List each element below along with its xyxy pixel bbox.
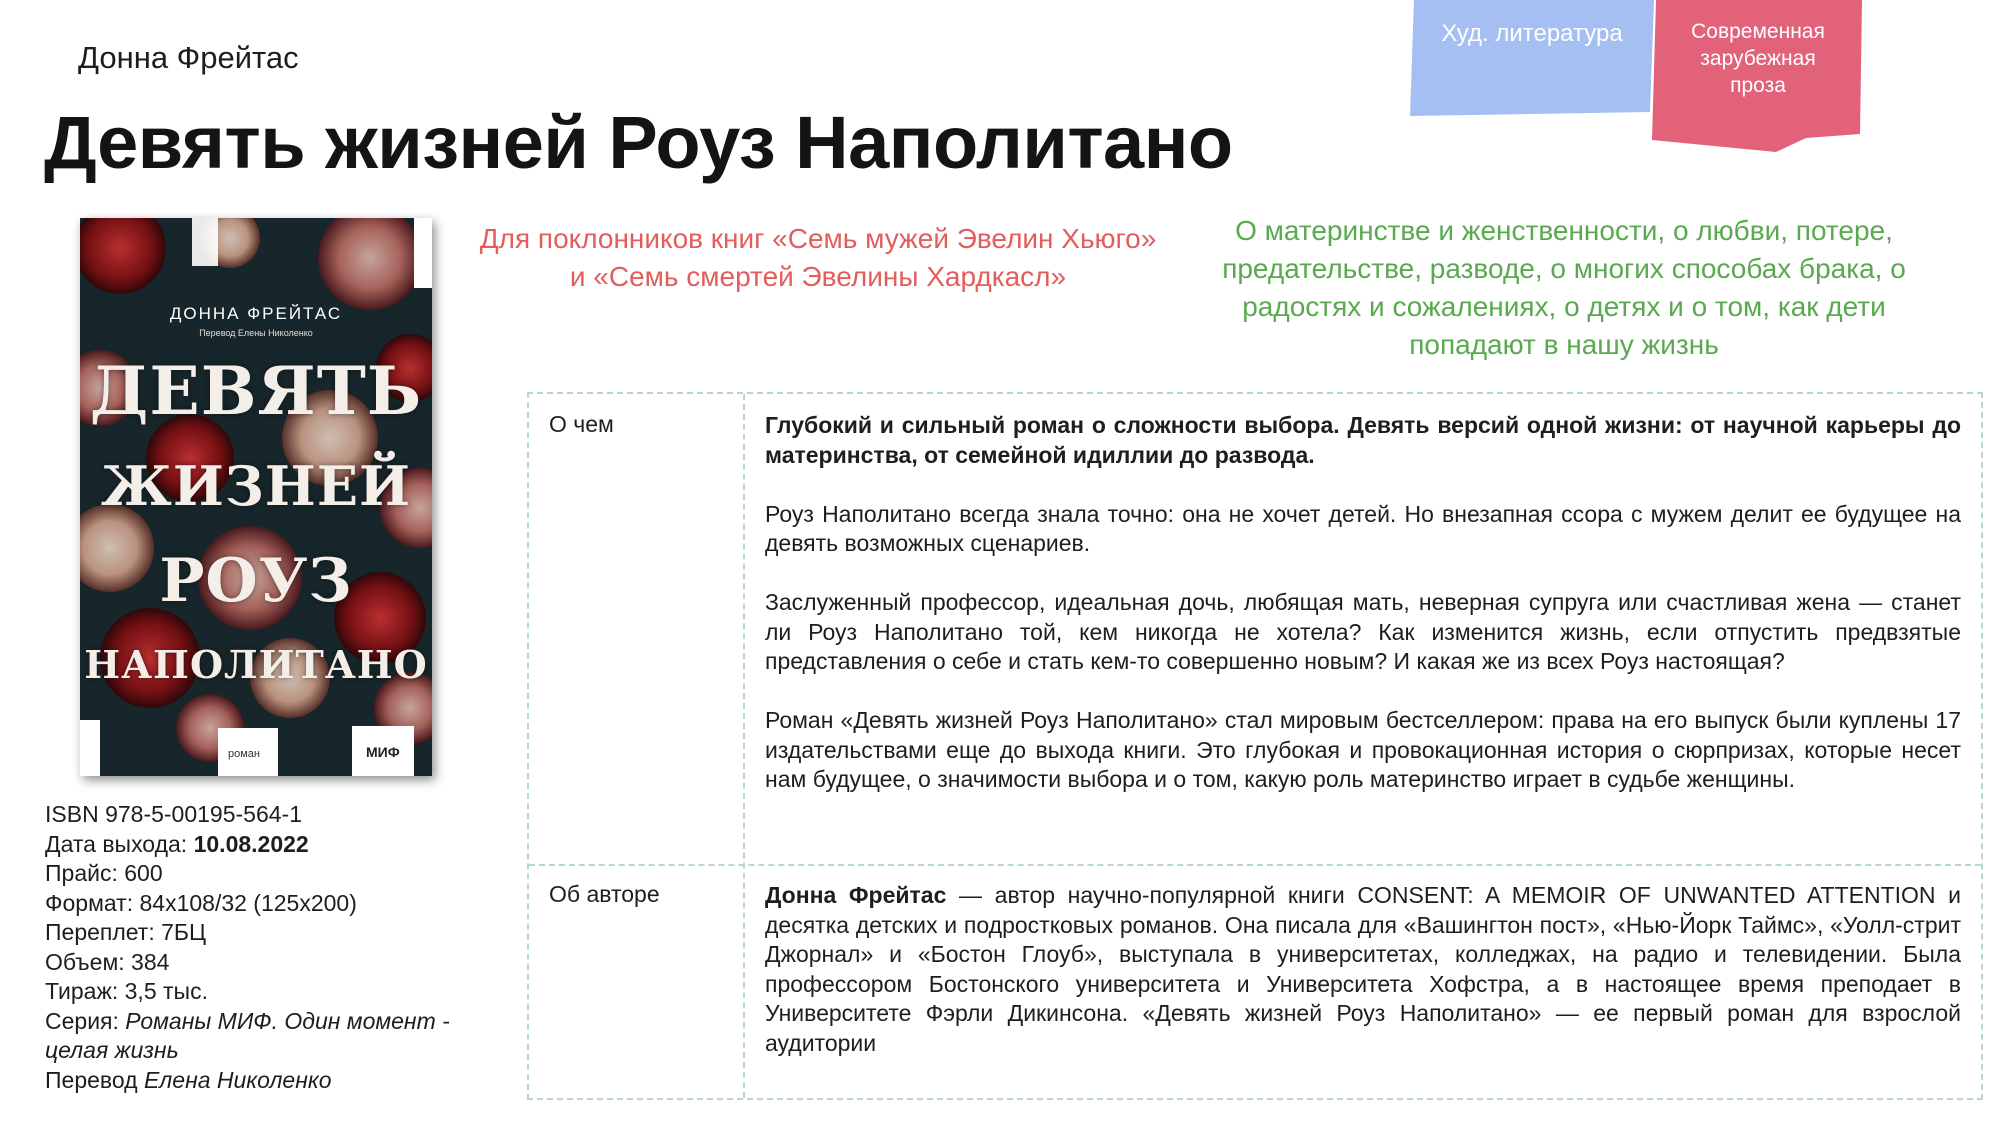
cover-author: ДОННА ФРЕЙТАС	[169, 304, 343, 323]
print-run: Тираж: 3,5 тыс.	[45, 978, 208, 1004]
author-bio-name: Донна Фрейтас	[765, 882, 947, 908]
book-title: Девять жизней Роуз Наполитано	[44, 101, 1233, 184]
translation	[45, 1066, 485, 1096]
isbn: ISBN 978-5-00195-564-1	[45, 801, 302, 827]
translation-value: Елена Николенко	[143, 1066, 332, 1093]
series-value: Романы МИФ. Один момент - целая жизнь	[45, 1007, 450, 1063]
about-body	[765, 411, 1961, 795]
book-cover	[80, 218, 432, 776]
cover-publisher-logo: МИФ	[366, 744, 400, 760]
author-name: Донна Фрейтас	[78, 40, 299, 75]
author-bio-body: — автор научно-популярной книги CONSENT: A MEMOIR OF UNWANTED ATTENTION и десятка детских и подростковых романов. Она писала для «Вашингтон пост», «Нью-Йорк Таймс», «Уолл-стрит Джорнал» и «Бостон Глоуб», выступала в университетах, колледжах, на радио и телевидении. Была профессором Бостонского университета и Университета Хофстра, а в настоящее время преподает в Университете Фэрли Дикинсона. «Девять жизней Роуз Наполитано» — ее первый роман для взрослой аудитории	[765, 882, 1961, 1056]
subgenre-line-2: зарубежная	[1700, 47, 1816, 70]
table-divider-horizontal	[529, 864, 1981, 866]
genre-tag	[1410, 0, 1654, 118]
cover-title-line-2: ЖИЗНЕЙ	[100, 454, 411, 518]
cover-translator: Перевод Елены Николенко	[199, 328, 313, 338]
themes-tagline: О материнстве и женственности, о любви, потере, предательстве, разводе, о многих способах брака, о радостях и сожалениях, о детях и о том, как дети попадают в нашу жизнь	[1222, 215, 1906, 360]
fans-tagline: Для поклонников книг «Семь мужей Эвелин Хьюго» и «Семь смертей Эвелины Хардкасл»	[479, 223, 1157, 292]
binding: Переплет: 7БЦ	[45, 919, 207, 945]
about-paragraph-3: Роман «Девять жизней Роуз Наполитано» стал мировым бестселлером: права на его выпуск были куплены 17 издательствами еще до выхода книги. Это глубокая и провокационная история о сюрпризах, которые несет нам будущее, о значимости выбора и о том, какую роль материнство играет в судьбе женщины.	[765, 707, 1961, 792]
page-count: Объем: 384	[45, 948, 170, 975]
subgenre-line-3: проза	[1730, 74, 1786, 97]
price: Прайс: 600	[45, 860, 163, 886]
release-date	[45, 830, 485, 860]
author-section-label: Об авторе	[549, 881, 660, 907]
about-paragraph-2: Заслуженный профессор, идеальная дочь, любящая мать, неверная супруга или счастливая жена — станет ли Роуз Наполитано той, кем никогда не хотела? Как изменится жизнь, если отпустить предвзятые представления о себе и стать кем-то совершенно новым? И какая же из всех Роуз настоящая?	[765, 589, 1961, 674]
cover-title-line-1: ДЕВЯТЬ	[89, 352, 423, 430]
author-bio-text	[765, 881, 1961, 1058]
subgenre-line-1: Современная	[1691, 20, 1825, 43]
description-table	[527, 392, 1983, 1100]
about-lead: Глубокий и сильный роман о сложности выбора. Девять версий одной жизни: от научной карьеры до материнства, от семейной идиллии до развода.	[765, 412, 1961, 468]
about-paragraph-1: Роуз Наполитано всегда знала точно: она не хочет детей. Но внезапная ссора с мужем делит ее будущее на девять возможных сценариев.	[765, 500, 1961, 556]
translation-label: Перевод	[45, 1066, 144, 1093]
table-divider-vertical	[743, 394, 745, 1098]
subgenre-tag-label	[1658, 18, 1858, 99]
genre-tag-shape	[1410, 0, 1654, 118]
cover-title-line-4: НАПОЛИТАНО	[84, 642, 428, 687]
cover-title-line-3: РОУЗ	[159, 546, 353, 616]
release-date-value: 10.08.2022	[193, 830, 309, 857]
series-label: Серия:	[45, 1007, 126, 1034]
series	[45, 1007, 485, 1066]
format: Формат: 84х108/32 (125х200)	[45, 889, 357, 916]
book-metadata	[45, 800, 485, 1095]
release-date-label: Дата выхода:	[45, 830, 194, 857]
about-label: О чем	[549, 411, 614, 437]
subgenre-tag	[1652, 0, 1862, 152]
cover-genre: роман	[228, 748, 260, 760]
genre-tag-label: Худ. литература	[1441, 20, 1623, 47]
author-bio	[765, 881, 1961, 1058]
